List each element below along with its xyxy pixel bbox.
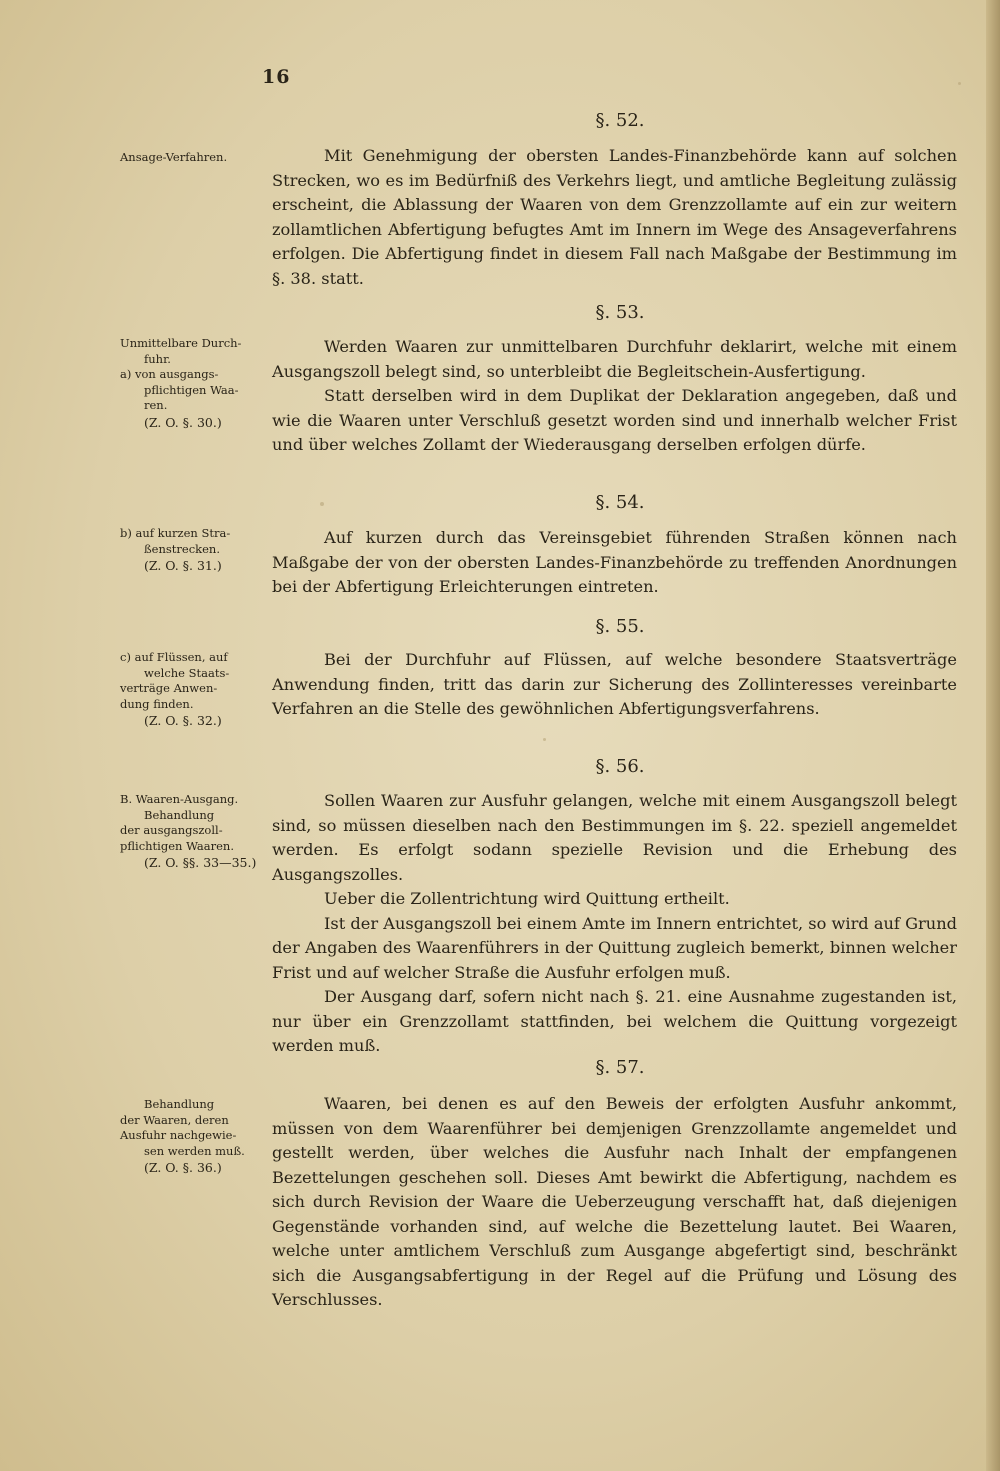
paragraph: Ueber die Zollentrichtung wird Quittung ertheilt. bbox=[324, 889, 730, 908]
section-body bbox=[272, 335, 957, 458]
margin-note-line: dung finden. bbox=[120, 696, 194, 711]
margin-note-line: a) von ausgangs- bbox=[120, 367, 219, 381]
section-body bbox=[272, 144, 957, 291]
paragraph: Bei der Durchfuhr auf Flüssen, auf welche besondere Staatsverträge Anwendung finden, tritt das darin zur Sicherung des Zollinteresses vereinbarte Verfahren an die Stelle des gewöhnlichen Abfertigungsverfahrens. bbox=[272, 650, 957, 718]
paragraph: Statt derselben wird in dem Duplikat der Deklaration angegeben, daß und wie die Waaren unter Verschluß gesetzt worden sind und innerhalb welcher Frist und über welches Zollamt der Wiederausgang derselben erfolgen dürfe. bbox=[272, 386, 957, 454]
margin-reference: (Z. O. §. 31.) bbox=[144, 558, 222, 573]
paragraph: Mit Genehmigung der obersten Landes-Finanzbehörde kann auf solchen Strecken, wo es im Bedürfniß des Verkehrs liegt, und amtliche Begleitung zulässig erscheint, die Ablassung der Waaren von dem Grenzzollamte auf ein zur weitern zollamtlichen Abfertigung befugtes Amt im Innern im Wege des Ansageverfahrens erfolgen. Die Abfertigung findet in diesem Fall nach Maßgabe der Bestimmung im §. 38. statt. bbox=[272, 146, 957, 288]
margin-note-line: Behandlung bbox=[144, 807, 215, 822]
margin-note-line: c) auf Flüssen, auf bbox=[120, 650, 228, 664]
margin-note-line: B. Waaren-Ausgang. bbox=[120, 792, 239, 806]
margin-note-line: Unmittelbare Durch- bbox=[120, 336, 242, 350]
paper-spot bbox=[543, 738, 546, 741]
paragraph: Werden Waaren zur unmittelbaren Durchfuhr deklarirt, welche mit einem Ausgangszoll belegt sind, so unterbleibt die Begleitschein-Ausfertigung. bbox=[272, 337, 957, 381]
margin-note bbox=[120, 1097, 268, 1176]
margin-reference: (Z. O. §. 36.) bbox=[144, 1160, 222, 1175]
section-body bbox=[272, 648, 957, 722]
paragraph: Sollen Waaren zur Ausfuhr gelangen, welche mit einem Ausgangszoll belegt sind, so müssen dieselben nach den Bestimmungen im §. 22. speziell angemeldet werden. Es erfolgt sodann spezielle Revision und die Erhebung des Ausgangszolles. bbox=[272, 791, 957, 884]
section-heading: §. 53. bbox=[595, 302, 645, 323]
section-body bbox=[272, 1092, 957, 1313]
section-body bbox=[272, 789, 957, 1059]
margin-note-line: der Waaren, deren bbox=[120, 1112, 229, 1127]
margin-note-line: ren. bbox=[144, 398, 168, 412]
paragraph: Auf kurzen durch das Vereinsgebiet führenden Straßen können nach Maßgabe der von der obersten Landes-Finanzbehörde zu treffenden Anordnungen bei der Abfertigung Erleichterungen eintreten. bbox=[272, 528, 957, 596]
paper-spot bbox=[320, 502, 324, 506]
paper-spot bbox=[958, 82, 961, 85]
paragraph: Der Ausgang darf, sofern nicht nach §. 21. eine Ausnahme zugestanden ist, nur über ein Grenzzollamt stattfinden, bei welchem die Quittung vorgezeigt werden muß. bbox=[272, 987, 957, 1055]
section-heading: §. 55. bbox=[595, 616, 645, 637]
section-heading: §. 52. bbox=[595, 110, 645, 131]
margin-reference: (Z. O. §. 32.) bbox=[144, 713, 222, 728]
margin-reference: (Z. O. §. 30.) bbox=[144, 414, 222, 430]
margin-note-line: Behandlung bbox=[144, 1097, 215, 1111]
margin-note-line: ßenstrecken. bbox=[144, 541, 220, 556]
margin-note-line: pflichtigen Waaren. bbox=[120, 838, 234, 853]
margin-note-line: welche Staats- bbox=[144, 665, 230, 680]
margin-note-line: verträge Anwen- bbox=[120, 681, 218, 695]
page-number: 16 bbox=[262, 66, 291, 88]
margin-note-line: pflichtigen Waa- bbox=[144, 382, 239, 397]
section-heading: §. 56. bbox=[595, 756, 645, 777]
paragraph: Waaren, bei denen es auf den Beweis der erfolgten Ausfuhr ankommt, müssen von dem Waarenführer bei demjenigen Grenzzollamte angemeldet und gestellt werden, über welches die Ausfuhr nach Inhalt der empfangenen Bezettelungen geschehen soll. Dieses Amt bewirkt die Abfertigung, nachdem es sich durch Revision der Waare die Ueberzeugung verschafft hat, daß diejenigen Gegenstände vorhanden sind, auf welche die Bezettelung lautet. Bei Waaren, welche unter amtlichem Verschluß zum Ausgange abgefertigt sind, beschränkt sich die Ausgangsabfertigung in der Regel auf die Prüfung und Lösung des Verschlusses. bbox=[272, 1094, 957, 1309]
page-edge bbox=[986, 0, 1000, 1471]
margin-note-line: sen werden muß. bbox=[144, 1143, 245, 1158]
margin-reference: (Z. O. §§. 33—35.) bbox=[144, 855, 257, 870]
margin-note-line: Ausfuhr nachgewie- bbox=[120, 1128, 237, 1142]
margin-note-line: der ausgangszoll- bbox=[120, 823, 223, 837]
section-heading: §. 54. bbox=[595, 492, 645, 513]
margin-note bbox=[120, 526, 268, 574]
paragraph: Ist der Ausgangszoll bei einem Amte im Innern entrichtet, so wird auf Grund der Angaben des Waarenführers in der Quittung zugleich bemerkt, binnen welcher Frist und auf welcher Straße die Ausfuhr erfolgen muß. bbox=[272, 913, 957, 982]
margin-note bbox=[120, 336, 268, 430]
margin-note-line: b) auf kurzen Stra- bbox=[120, 526, 231, 540]
margin-note bbox=[120, 650, 268, 729]
margin-note-line: Ansage-Verfahren. bbox=[120, 150, 228, 164]
margin-note bbox=[120, 150, 268, 166]
margin-note-line: fuhr. bbox=[144, 351, 171, 366]
section-body bbox=[272, 526, 957, 600]
section-heading: §. 57. bbox=[595, 1057, 645, 1078]
margin-note bbox=[120, 792, 268, 871]
